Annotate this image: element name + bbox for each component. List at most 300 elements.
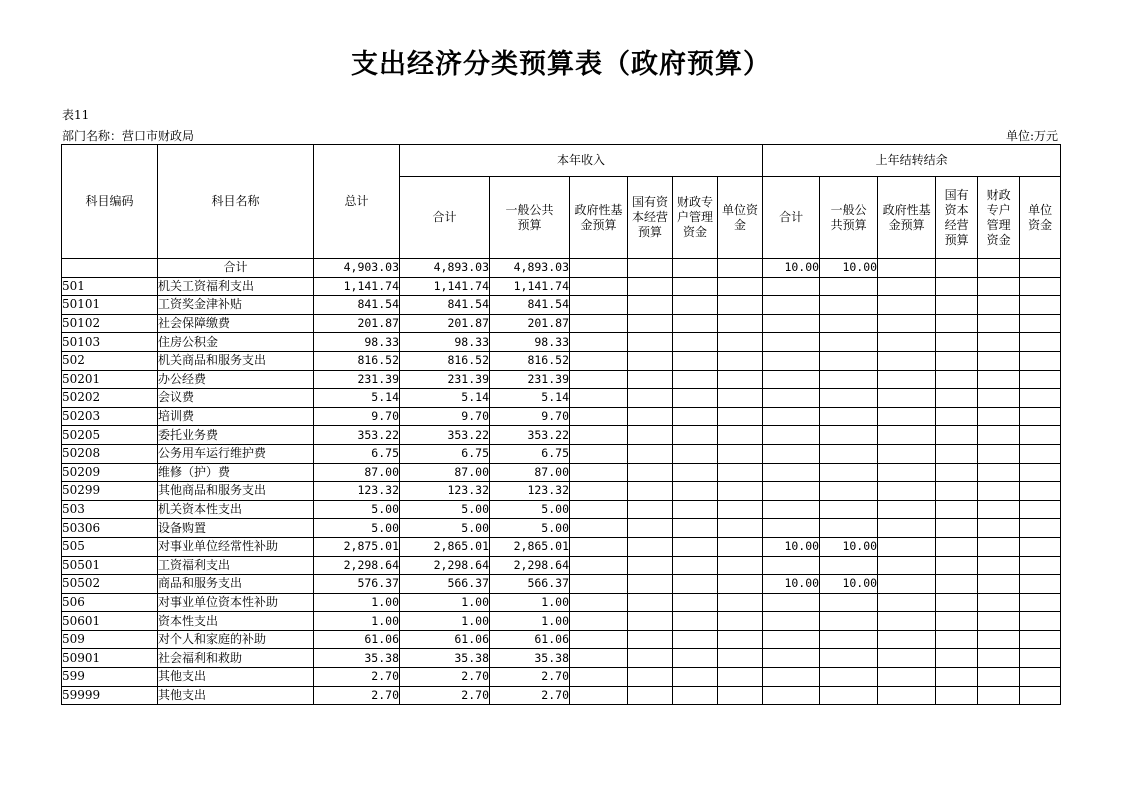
table-row [62, 444, 1061, 463]
cell-ly-unit-fund [1020, 593, 1061, 612]
cell-name: 社会福利和救助 [158, 649, 314, 668]
cell-gov-fund [570, 370, 628, 389]
cell-total: 9.70 [314, 407, 400, 426]
cell-ly-fiscal-special [978, 630, 1020, 649]
cell-code: 50208 [62, 444, 158, 463]
cell-name: 维修（护）费 [158, 463, 314, 482]
cell-ly-unit-fund [1020, 259, 1061, 278]
cell-ly-state-capital [936, 500, 978, 519]
cell-code: 509 [62, 630, 158, 649]
cell-unit-fund [718, 519, 763, 538]
cell-gov-fund [570, 482, 628, 501]
cell-ly-gov-fund [878, 296, 936, 315]
cell-code: 50101 [62, 296, 158, 315]
cell-general: 6.75 [490, 444, 570, 463]
cell-ly-heji [763, 314, 820, 333]
cell-code: 50502 [62, 575, 158, 594]
department-name: 部门名称：营口市财政局 [62, 129, 195, 143]
cell-ly-heji [763, 407, 820, 426]
cell-ly-state-capital [936, 277, 978, 296]
cell-ly-general [820, 426, 878, 445]
cell-gov-fund [570, 426, 628, 445]
cell-unit-fund [718, 389, 763, 408]
cell-total: 5.00 [314, 519, 400, 538]
cell-ly-unit-fund [1020, 314, 1061, 333]
cell-state-capital [628, 519, 673, 538]
cell-unit-fund [718, 630, 763, 649]
cell-code: 599 [62, 668, 158, 687]
cell-code: 506 [62, 593, 158, 612]
cell-ly-heji: 10.00 [763, 537, 820, 556]
cell-code: 50209 [62, 463, 158, 482]
cell-fiscal-special [673, 314, 718, 333]
cell-ly-fiscal-special [978, 537, 1020, 556]
cell-ly-state-capital [936, 519, 978, 538]
cell-general: 201.87 [490, 314, 570, 333]
cell-gov-fund [570, 407, 628, 426]
cell-ly-unit-fund [1020, 575, 1061, 594]
cell-heji: 1.00 [400, 612, 490, 631]
cell-unit-fund [718, 333, 763, 352]
cell-ly-fiscal-special [978, 463, 1020, 482]
cell-ly-general [820, 314, 878, 333]
cell-fiscal-special [673, 500, 718, 519]
cell-state-capital [628, 575, 673, 594]
cell-name: 合计 [158, 259, 314, 278]
cell-ly-heji [763, 426, 820, 445]
cell-unit-fund [718, 370, 763, 389]
cell-general: 9.70 [490, 407, 570, 426]
table-row [62, 351, 1061, 370]
budget-table [61, 144, 1061, 705]
header-name: 科目名称 [158, 145, 314, 259]
cell-ly-heji [763, 351, 820, 370]
cell-state-capital [628, 463, 673, 482]
cell-total: 2.70 [314, 668, 400, 687]
cell-ly-heji [763, 482, 820, 501]
cell-ly-gov-fund [878, 668, 936, 687]
table-row [62, 314, 1061, 333]
cell-ly-unit-fund [1020, 296, 1061, 315]
cell-name: 住房公积金 [158, 333, 314, 352]
cell-state-capital [628, 593, 673, 612]
cell-ly-state-capital [936, 426, 978, 445]
cell-heji: 2.70 [400, 668, 490, 687]
cell-ly-fiscal-special [978, 500, 1020, 519]
cell-fiscal-special [673, 463, 718, 482]
cell-ly-state-capital [936, 593, 978, 612]
cell-ly-heji [763, 668, 820, 687]
cell-gov-fund [570, 649, 628, 668]
table-row [62, 630, 1061, 649]
cell-heji: 201.87 [400, 314, 490, 333]
cell-fiscal-special [673, 333, 718, 352]
cell-gov-fund [570, 593, 628, 612]
cell-heji: 5.00 [400, 500, 490, 519]
cell-gov-fund [570, 686, 628, 705]
cell-gov-fund [570, 296, 628, 315]
cell-code: 50202 [62, 389, 158, 408]
cell-ly-unit-fund [1020, 612, 1061, 631]
unit-label: 单位:万元 [1005, 129, 1058, 143]
table-row [62, 259, 1061, 278]
cell-ly-fiscal-special [978, 593, 1020, 612]
table-row [62, 575, 1061, 594]
table-row [62, 296, 1061, 315]
cell-total: 1,141.74 [314, 277, 400, 296]
table-body [62, 259, 1061, 705]
cell-ly-general [820, 482, 878, 501]
cell-ly-general [820, 333, 878, 352]
cell-ly-fiscal-special [978, 575, 1020, 594]
cell-fiscal-special [673, 668, 718, 687]
cell-ly-gov-fund [878, 575, 936, 594]
cell-name: 社会保障缴费 [158, 314, 314, 333]
cell-gov-fund [570, 389, 628, 408]
cell-general: 1.00 [490, 612, 570, 631]
table-row [62, 389, 1061, 408]
cell-fiscal-special [673, 593, 718, 612]
cell-heji: 6.75 [400, 444, 490, 463]
cell-fiscal-special [673, 407, 718, 426]
cell-total: 816.52 [314, 351, 400, 370]
table-row [62, 668, 1061, 687]
cell-ly-fiscal-special [978, 668, 1020, 687]
cell-fiscal-special [673, 482, 718, 501]
cell-unit-fund [718, 612, 763, 631]
cell-total: 2,875.01 [314, 537, 400, 556]
cell-heji: 1,141.74 [400, 277, 490, 296]
cell-general: 87.00 [490, 463, 570, 482]
cell-name: 机关资本性支出 [158, 500, 314, 519]
cell-ly-heji [763, 277, 820, 296]
cell-ly-general [820, 351, 878, 370]
cell-unit-fund [718, 351, 763, 370]
cell-code: 503 [62, 500, 158, 519]
cell-ly-gov-fund [878, 500, 936, 519]
cell-fiscal-special [673, 351, 718, 370]
cell-ly-gov-fund [878, 649, 936, 668]
cell-ly-gov-fund [878, 351, 936, 370]
header-gov-fund: 政府性基金预算 [570, 177, 628, 259]
cell-general: 4,893.03 [490, 259, 570, 278]
header-total: 总计 [314, 145, 400, 259]
table-row [62, 593, 1061, 612]
cell-heji: 2.70 [400, 686, 490, 705]
cell-general: 231.39 [490, 370, 570, 389]
cell-general: 35.38 [490, 649, 570, 668]
cell-unit-fund [718, 482, 763, 501]
header-ly-general: 一般公共预算 [820, 177, 878, 259]
cell-general: 2.70 [490, 686, 570, 705]
cell-unit-fund [718, 668, 763, 687]
cell-gov-fund [570, 277, 628, 296]
cell-ly-state-capital [936, 296, 978, 315]
cell-ly-state-capital [936, 370, 978, 389]
header-ly-gov-fund: 政府性基金预算 [878, 177, 936, 259]
cell-ly-gov-fund [878, 314, 936, 333]
cell-ly-heji [763, 630, 820, 649]
cell-name: 委托业务费 [158, 426, 314, 445]
cell-ly-state-capital [936, 407, 978, 426]
cell-general: 5.00 [490, 519, 570, 538]
cell-code: 50103 [62, 333, 158, 352]
cell-ly-general [820, 612, 878, 631]
cell-ly-state-capital [936, 575, 978, 594]
cell-state-capital [628, 649, 673, 668]
cell-ly-fiscal-special [978, 426, 1020, 445]
cell-unit-fund [718, 686, 763, 705]
cell-ly-general: 10.00 [820, 259, 878, 278]
cell-fiscal-special [673, 389, 718, 408]
cell-ly-unit-fund [1020, 482, 1061, 501]
cell-gov-fund [570, 668, 628, 687]
cell-ly-unit-fund [1020, 351, 1061, 370]
header-this-year: 本年收入 [400, 145, 763, 177]
cell-ly-general [820, 463, 878, 482]
table-row [62, 537, 1061, 556]
cell-fiscal-special [673, 259, 718, 278]
cell-ly-state-capital [936, 351, 978, 370]
cell-gov-fund [570, 314, 628, 333]
cell-ly-fiscal-special [978, 482, 1020, 501]
cell-name: 其他商品和服务支出 [158, 482, 314, 501]
cell-unit-fund [718, 259, 763, 278]
cell-name: 对事业单位资本性补助 [158, 593, 314, 612]
cell-general: 353.22 [490, 426, 570, 445]
cell-general: 5.14 [490, 389, 570, 408]
cell-code: 505 [62, 537, 158, 556]
cell-ly-unit-fund [1020, 519, 1061, 538]
cell-ly-state-capital [936, 686, 978, 705]
cell-state-capital [628, 630, 673, 649]
cell-code: 59999 [62, 686, 158, 705]
cell-heji: 1.00 [400, 593, 490, 612]
cell-state-capital [628, 296, 673, 315]
cell-state-capital [628, 537, 673, 556]
cell-code [62, 259, 158, 278]
cell-ly-unit-fund [1020, 389, 1061, 408]
cell-unit-fund [718, 537, 763, 556]
cell-state-capital [628, 389, 673, 408]
cell-ly-gov-fund [878, 407, 936, 426]
cell-heji: 35.38 [400, 649, 490, 668]
cell-heji: 2,298.64 [400, 556, 490, 575]
cell-unit-fund [718, 556, 763, 575]
cell-gov-fund [570, 463, 628, 482]
cell-ly-heji [763, 333, 820, 352]
cell-gov-fund [570, 444, 628, 463]
cell-ly-general [820, 686, 878, 705]
cell-heji: 566.37 [400, 575, 490, 594]
cell-ly-gov-fund [878, 593, 936, 612]
cell-unit-fund [718, 296, 763, 315]
cell-gov-fund [570, 333, 628, 352]
header-fiscal-special: 财政专户管理资金 [673, 177, 718, 259]
table-row [62, 277, 1061, 296]
cell-ly-state-capital [936, 482, 978, 501]
cell-ly-gov-fund [878, 537, 936, 556]
cell-code: 50901 [62, 649, 158, 668]
cell-code: 50299 [62, 482, 158, 501]
cell-state-capital [628, 426, 673, 445]
header-ly-state-capital: 国有资本经营预算 [936, 177, 978, 259]
cell-ly-state-capital [936, 537, 978, 556]
cell-state-capital [628, 668, 673, 687]
cell-state-capital [628, 351, 673, 370]
cell-ly-gov-fund [878, 259, 936, 278]
header-last-year: 上年结转结余 [763, 145, 1061, 177]
cell-gov-fund [570, 630, 628, 649]
cell-name: 办公经费 [158, 370, 314, 389]
cell-name: 机关工资福利支出 [158, 277, 314, 296]
cell-ly-fiscal-special [978, 389, 1020, 408]
cell-general: 566.37 [490, 575, 570, 594]
cell-ly-unit-fund [1020, 686, 1061, 705]
cell-ly-heji [763, 686, 820, 705]
cell-unit-fund [718, 426, 763, 445]
cell-name: 机关商品和服务支出 [158, 351, 314, 370]
cell-ly-gov-fund [878, 444, 936, 463]
header-code: 科目编码 [62, 145, 158, 259]
cell-gov-fund [570, 500, 628, 519]
table-row [62, 482, 1061, 501]
cell-state-capital [628, 277, 673, 296]
cell-total: 576.37 [314, 575, 400, 594]
cell-gov-fund [570, 259, 628, 278]
cell-ly-state-capital [936, 389, 978, 408]
table-row [62, 407, 1061, 426]
cell-ly-general [820, 593, 878, 612]
cell-ly-gov-fund [878, 389, 936, 408]
cell-ly-heji [763, 612, 820, 631]
cell-name: 资本性支出 [158, 612, 314, 631]
cell-state-capital [628, 556, 673, 575]
cell-ly-general [820, 296, 878, 315]
cell-gov-fund [570, 575, 628, 594]
cell-ly-gov-fund [878, 277, 936, 296]
cell-state-capital [628, 370, 673, 389]
table-row [62, 463, 1061, 482]
cell-name: 工资福利支出 [158, 556, 314, 575]
cell-ly-state-capital [936, 556, 978, 575]
cell-ly-gov-fund [878, 370, 936, 389]
cell-ly-fiscal-special [978, 407, 1020, 426]
table-row [62, 519, 1061, 538]
cell-heji: 98.33 [400, 333, 490, 352]
cell-gov-fund [570, 537, 628, 556]
cell-ly-unit-fund [1020, 333, 1061, 352]
cell-unit-fund [718, 314, 763, 333]
cell-ly-fiscal-special [978, 277, 1020, 296]
cell-name: 其他支出 [158, 668, 314, 687]
cell-ly-fiscal-special [978, 612, 1020, 631]
cell-ly-general [820, 389, 878, 408]
cell-fiscal-special [673, 426, 718, 445]
cell-code: 502 [62, 351, 158, 370]
cell-state-capital [628, 500, 673, 519]
header-ly-heji: 合计 [763, 177, 820, 259]
cell-ly-gov-fund [878, 556, 936, 575]
cell-general: 123.32 [490, 482, 570, 501]
cell-ly-heji [763, 370, 820, 389]
cell-ly-state-capital [936, 259, 978, 278]
cell-ly-unit-fund [1020, 556, 1061, 575]
cell-ly-fiscal-special [978, 444, 1020, 463]
cell-ly-heji [763, 463, 820, 482]
cell-ly-general: 10.00 [820, 575, 878, 594]
cell-total: 123.32 [314, 482, 400, 501]
cell-ly-fiscal-special [978, 259, 1020, 278]
cell-name: 其他支出 [158, 686, 314, 705]
header-ly-fiscal-special: 财政专户管理资金 [978, 177, 1020, 259]
cell-ly-general [820, 630, 878, 649]
cell-total: 353.22 [314, 426, 400, 445]
cell-state-capital [628, 444, 673, 463]
cell-heji: 4,893.03 [400, 259, 490, 278]
cell-ly-fiscal-special [978, 519, 1020, 538]
cell-unit-fund [718, 277, 763, 296]
cell-fiscal-special [673, 630, 718, 649]
cell-ly-unit-fund [1020, 370, 1061, 389]
cell-fiscal-special [673, 370, 718, 389]
cell-ly-fiscal-special [978, 314, 1020, 333]
cell-gov-fund [570, 351, 628, 370]
cell-name: 培训费 [158, 407, 314, 426]
cell-ly-state-capital [936, 333, 978, 352]
cell-code: 501 [62, 277, 158, 296]
cell-name: 对个人和家庭的补助 [158, 630, 314, 649]
table-row [62, 426, 1061, 445]
cell-ly-unit-fund [1020, 463, 1061, 482]
cell-total: 1.00 [314, 612, 400, 631]
cell-general: 2,298.64 [490, 556, 570, 575]
cell-heji: 123.32 [400, 482, 490, 501]
cell-ly-gov-fund [878, 612, 936, 631]
cell-ly-heji [763, 389, 820, 408]
cell-gov-fund [570, 612, 628, 631]
cell-ly-gov-fund [878, 686, 936, 705]
cell-ly-fiscal-special [978, 296, 1020, 315]
cell-name: 公务用车运行维护费 [158, 444, 314, 463]
cell-total: 841.54 [314, 296, 400, 315]
cell-ly-gov-fund [878, 630, 936, 649]
cell-fiscal-special [673, 277, 718, 296]
cell-ly-general [820, 277, 878, 296]
cell-general: 98.33 [490, 333, 570, 352]
cell-ly-state-capital [936, 630, 978, 649]
cell-ly-fiscal-special [978, 351, 1020, 370]
cell-general: 841.54 [490, 296, 570, 315]
cell-state-capital [628, 482, 673, 501]
cell-heji: 2,865.01 [400, 537, 490, 556]
cell-total: 6.75 [314, 444, 400, 463]
cell-ly-state-capital [936, 463, 978, 482]
cell-code: 50205 [62, 426, 158, 445]
cell-ly-unit-fund [1020, 537, 1061, 556]
cell-general: 61.06 [490, 630, 570, 649]
table-number: 表11 [62, 108, 90, 122]
cell-heji: 5.00 [400, 519, 490, 538]
cell-ly-gov-fund [878, 519, 936, 538]
cell-general: 816.52 [490, 351, 570, 370]
cell-total: 231.39 [314, 370, 400, 389]
cell-general: 2.70 [490, 668, 570, 687]
cell-ly-unit-fund [1020, 649, 1061, 668]
cell-general: 1,141.74 [490, 277, 570, 296]
cell-heji: 87.00 [400, 463, 490, 482]
cell-general: 5.00 [490, 500, 570, 519]
